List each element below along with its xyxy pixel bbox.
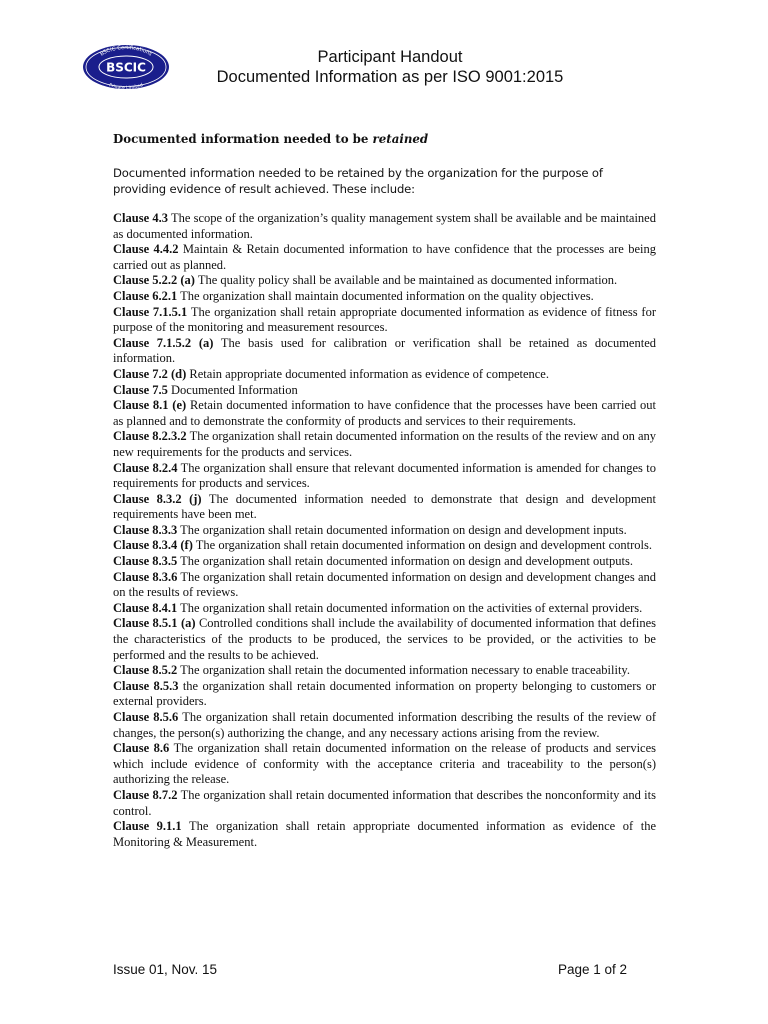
clause-id: Clause 8.4.1 xyxy=(113,600,178,615)
clause-text: The organization shall retain documented information describing the results of the review of changes, the person(s) authorizing the change, and any necessary actions arising from the review. xyxy=(113,710,656,740)
clause-item xyxy=(113,336,656,367)
clause-text: The organization shall retain appropriate documented information as evidence of the Monitoring & Measurement. xyxy=(113,819,656,849)
bscic-logo xyxy=(82,44,170,90)
clause-text: The organization shall retain documented information on the release of products and services which include evidence of conformity with the acceptance criteria and traceability to the person(s) authorizing the release. xyxy=(113,741,656,787)
logo-top-text: BSCIC Certifications xyxy=(99,44,153,58)
clause-text: The organization shall retain documented information on the results of the review and on any new requirements for the products and services. xyxy=(113,429,657,459)
clause-text: The organization shall retain documented information that describes the nonconformity and its control. xyxy=(113,787,656,818)
clause-id: Clause 8.7.2 xyxy=(113,787,178,802)
section-title-prefix: Documented information needed to be xyxy=(113,132,373,146)
clause-item xyxy=(113,679,656,710)
clause-item xyxy=(113,570,656,601)
clause-id: Clause 8.5.1 (a) xyxy=(113,616,196,631)
clause-text: The organization shall retain appropriate documented information as evidence of fitness for purpose of the monitoring and measurement resources. xyxy=(113,304,657,335)
clause-text: The basis used for calibration or verification shall be retained as documented information. xyxy=(113,335,656,366)
clause-text: The organization shall ensure that relevant documented information is amended for changes to requirements for products and services. xyxy=(113,460,656,491)
clause-text: Documented Information xyxy=(171,382,298,397)
clause-id: Clause 8.2.3.2 xyxy=(113,429,187,444)
clause-id: Clause 8.3.6 xyxy=(113,569,178,584)
clause-id: Clause 8.5.2 xyxy=(113,663,178,678)
clause-item xyxy=(113,788,656,819)
clause-id: Clause 9.1.1 xyxy=(113,819,182,834)
clause-item xyxy=(113,211,656,242)
clause-item xyxy=(113,242,656,273)
clause-id: Clause 7.5 xyxy=(113,382,168,397)
clause-text: The scope of the organization’s quality management system shall be available and be maintained as documented information. xyxy=(113,211,656,241)
clause-text: The organization shall retain documented information on the activities of external providers. xyxy=(180,600,643,615)
clause-id: Clause 7.1.5.1 xyxy=(113,304,188,319)
footer-page-number: Page 1 of 2 xyxy=(558,962,628,977)
header-title: Participant Handout xyxy=(317,48,463,66)
clause-text: Retain appropriate documented information as evidence of competence. xyxy=(189,366,549,381)
document-header xyxy=(180,47,600,87)
clause-item xyxy=(113,523,656,539)
clause-text: The documented information needed to demonstrate that design and development requirements have been met. xyxy=(113,491,656,522)
clause-text: the organization shall retain documented information on property belonging to customers or external providers. xyxy=(113,678,656,709)
clause-text: The quality policy shall be available and be maintained as documented information. xyxy=(197,273,618,288)
clause-text: The organization shall retain the documented information necessary to enable traceability. xyxy=(180,663,630,678)
logo-main-text: BSCIC xyxy=(106,60,146,75)
intro-paragraph: Documented information needed to be retained by the organization for the purpose of providing evidence of result achieved. These include: xyxy=(113,166,603,196)
clause-id: Clause 4.4.2 xyxy=(113,242,179,257)
clause-id: Clause 8.3.5 xyxy=(113,554,178,569)
clause-id: Clause 8.3.4 (f) xyxy=(113,538,193,553)
clause-text: The organization shall retain documented information on design and development controls. xyxy=(195,538,653,553)
clause-id: Clause 7.1.5.2 (a) xyxy=(113,335,214,350)
clause-text: The organization shall retain documented information on design and development inputs. xyxy=(180,522,627,537)
clause-id: Clause 8.5.6 xyxy=(113,710,179,724)
clause-id: Clause 4.3 xyxy=(113,211,168,225)
clause-text: Retain documented information to have confidence that the processes have been carried out as planned and to demonstrate the conformity of products and services to their requirements. xyxy=(113,398,656,428)
clause-text: The organization shall retain documented information on design and development outputs. xyxy=(180,554,633,569)
clause-id: Clause 8.3.3 xyxy=(113,522,178,537)
clause-item xyxy=(113,429,656,460)
clause-id: Clause 8.3.2 (j) xyxy=(113,491,202,506)
section-title xyxy=(113,132,428,146)
clause-list xyxy=(113,211,656,850)
clause-item xyxy=(113,741,656,788)
clause-item xyxy=(113,492,656,523)
header-subtitle: Documented Information as per ISO 9001:2015 xyxy=(216,68,564,86)
clause-text: The organization shall maintain documented information on the quality objectives. xyxy=(180,288,594,303)
clause-item xyxy=(113,554,656,570)
clause-id: Clause 8.5.3 xyxy=(113,678,179,693)
clause-text: Controlled conditions shall include the availability of documented information that defines the characteristics of the products to be produced, the services to be provided, or the activities to be performed and the results to be achieved. xyxy=(113,616,656,662)
clause-id: Clause 8.2.4 xyxy=(113,460,178,475)
section-title-emphasis: retained xyxy=(372,132,429,146)
clause-item xyxy=(113,710,656,741)
clause-item xyxy=(113,616,656,663)
logo-bottom-text: Private Limited xyxy=(108,83,144,90)
clause-item xyxy=(113,383,656,399)
footer-issue: Issue 01, Nov. 15 xyxy=(113,962,218,977)
clause-item xyxy=(113,398,656,429)
clause-item xyxy=(113,273,656,289)
clause-text: The organization shall retain documented information on design and development changes and on the results of reviews. xyxy=(113,569,657,600)
clause-item xyxy=(113,601,656,617)
clause-id: Clause 8.1 (e) xyxy=(113,398,187,413)
clause-item xyxy=(113,663,656,679)
clause-item xyxy=(113,305,656,336)
clause-item xyxy=(113,461,656,492)
clause-item xyxy=(113,538,656,554)
clause-id: Clause 5.2.2 (a) xyxy=(113,273,195,288)
clause-item xyxy=(113,819,656,850)
clause-id: Clause 7.2 (d) xyxy=(113,366,187,381)
clause-text: Maintain & Retain documented information to have confidence that the processes are being carried out as planned. xyxy=(113,242,657,272)
clause-item xyxy=(113,289,656,305)
clause-id: Clause 8.6 xyxy=(113,741,170,756)
clause-id: Clause 6.2.1 xyxy=(113,288,178,303)
clause-item xyxy=(113,367,656,383)
